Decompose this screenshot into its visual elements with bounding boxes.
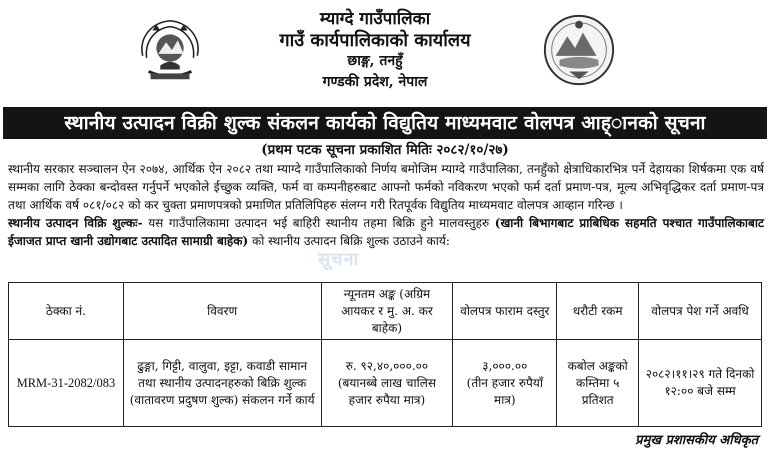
- form-fee-figure: ३,०००.००: [482, 358, 528, 373]
- nepal-government-emblem-icon: [131, 10, 209, 90]
- min-amount-figure: रु. ९२,४०,०००.००: [345, 358, 429, 373]
- tender-table: [8, 282, 762, 427]
- header-form-fee: वोलपत्र फाराम दस्तुर: [453, 283, 557, 340]
- publication-date: (प्रथम पटक सूचना प्रकाशित मितिः २०८२/१०/२७): [261, 142, 509, 158]
- header-deadline: वोलपत्र पेश गर्ने अवधि: [639, 283, 762, 340]
- cell-contract-no: MRM-31-2082/083: [9, 340, 124, 427]
- notice-paragraph-scope: [8, 214, 764, 250]
- cell-min-amount: [321, 340, 453, 427]
- notice-title-banner: स्थानीय उत्पादन विक्री शुल्क संकलन कार्यको विद्युतिय माध्यमवाट वोलपत्र आह्ानको सूचना: [3, 107, 767, 139]
- municipality-name: म्याग्दे गाउँपालिका: [319, 9, 431, 29]
- table-header-row: [9, 283, 762, 340]
- notice-body: [8, 160, 764, 250]
- scope-text: यस गाउँपालिकामा उत्पादन भई बाहिरी स्थानीय तहमा बिक्रि हुने मालवस्तुहरु: [142, 216, 495, 230]
- notice-paragraph-intro: स्थानीय सरकार सञ्चालन ऐन २०७४, आर्थिक ऐन २०८२ तथा म्याग्दे गाउँपालिकाको निर्णय बमोजिम म्याग्दे गाउँपालिका, तनहुँको क्षेत्राधिकारभित्र पर्ने देहायका शिर्षकमा एक वर्ष सम्मका लागि ठेक्का बन्दोवस्त गर्नुपर्ने भएकोले ईच्छुक व्यक्ति, फर्म वा कम्पनीहरुबाट आफ्नो फर्मको नविकरण भएको फर्म दर्ता प्रमाण-पत्र, मूल्य अभिवृद्धिकर दर्ता प्रमाण-पत्र तथा आर्थिक वर्ष ०८१/०८२ को कर चुक्ता प्रमाणपत्रको प्रमाणित प्रतिलिपिहरु संलग्न गरी रितपूर्वक विद्युतिय माध्यमवाट वोलपत्र आव्हान गरिन्छ ।: [8, 162, 764, 212]
- form-fee-words: (तीन हजार रुपैयाँ मात्र): [466, 375, 543, 407]
- notice-header: [0, 0, 770, 106]
- header-deposit: धरौटी रकम: [557, 283, 639, 340]
- province-country: गण्डकी प्रदेश, नेपाल: [322, 74, 428, 90]
- header-description: विवरण: [123, 283, 321, 340]
- office-location: छाङ्ग, तनहुँ: [347, 53, 403, 69]
- scope-tail: को स्थानीय उत्पादन बिक्रि शुल्क उठाउने कार्य:: [248, 234, 450, 248]
- header-contract-no: ठेक्का नं.: [9, 283, 124, 340]
- cell-form-fee: [453, 340, 557, 427]
- header-min-amount: न्यूनतम अङ्क (अग्रिम आयकर र मु. अ. कर बाहेक): [321, 283, 453, 340]
- watermark-text: सूचना: [318, 249, 360, 270]
- municipality-logo-icon: [540, 10, 618, 90]
- cell-description: ढुङ्गा, गिट्टी, वालुवा, इट्टा, कवाडी सामान तथा स्थानीय उत्पादनहरुको बिक्रि शुल्क (वातावरण प्रदुषण शुल्क) संकलन गर्ने कार्य: [123, 340, 321, 427]
- office-heading: [220, 9, 530, 93]
- cell-deposit: कबोल अङ्कको कम्तिमा ५ प्रतिशत: [557, 340, 639, 427]
- scope-lead: स्थानीय उत्पादन विक्रि शुल्कः-: [8, 216, 143, 230]
- cell-deadline: २०८२।११।२९ गते दिनको १२:०० बजे सम्म: [639, 340, 762, 427]
- office-name: गाउँ कार्यपालिकाको कार्यालय: [279, 30, 471, 51]
- min-amount-words: (बयानब्बे लाख चालिस हजार रुपैया मात्र): [337, 375, 436, 407]
- signatory-title: प्रमुख प्रशासकीय अधिकृत: [635, 433, 758, 448]
- table-row: [9, 340, 762, 427]
- scope-exclusion: (खानी बिभागबाट प्राबिधिक सहमति पश्चात गाउँपालिकाबाट ईजाजत प्राप्त खानी उद्योगबाट उत्पादित सामाग्री बाहेक): [8, 216, 764, 248]
